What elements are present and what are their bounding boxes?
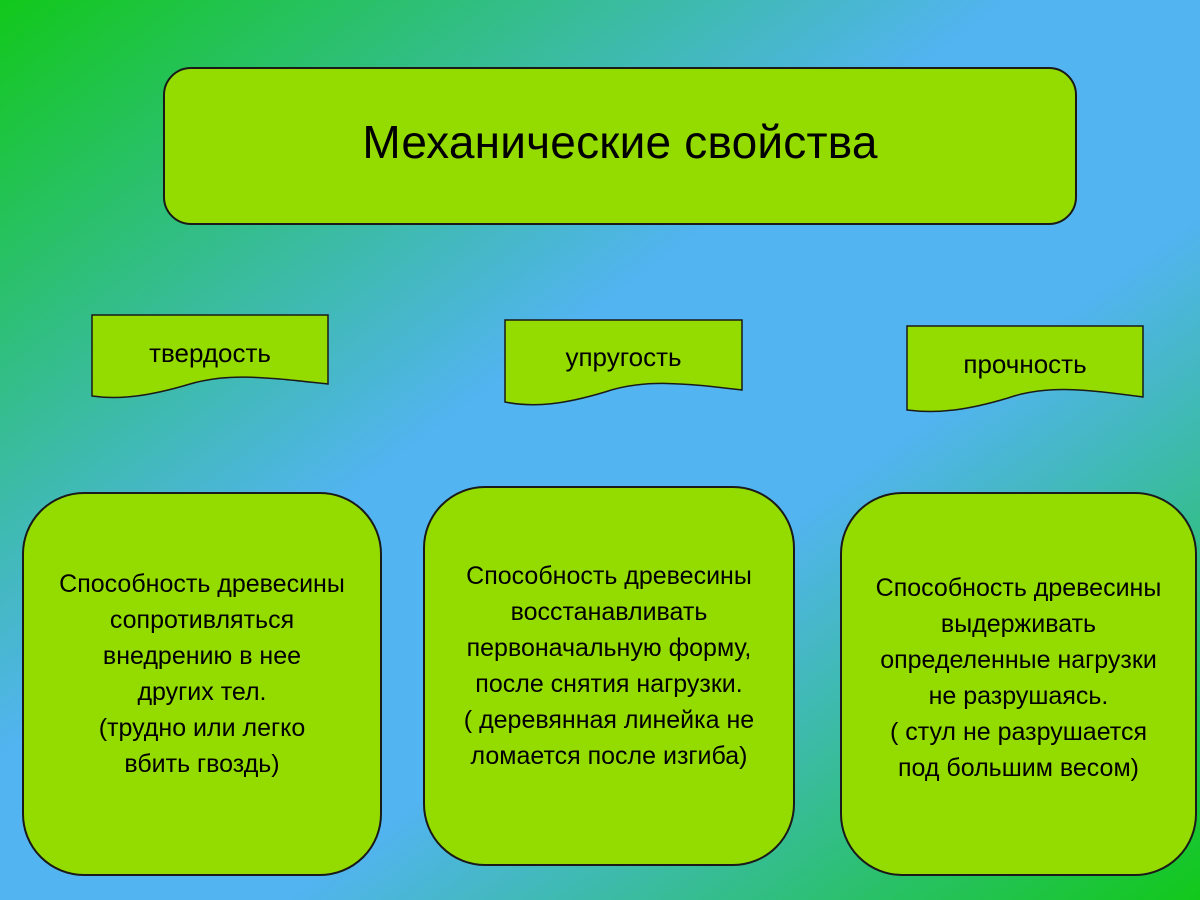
description-hardness: Способность древесины сопротивляться внедрению в нее других тел. (трудно или легко вбить гвоздь) <box>59 570 345 778</box>
label-hardness: твердость <box>149 338 271 368</box>
description-box-elasticity <box>423 486 795 866</box>
label-elasticity: упругость <box>565 342 682 372</box>
description-box-hardness <box>22 492 382 876</box>
description-strength: Способность древесины выдерживать определенные нагрузки не разрушаясь. ( стул не разрушается под большим весом) <box>875 574 1162 782</box>
description-box-strength <box>840 492 1197 876</box>
description-elasticity: Способность древесины восстанавливать первоначальную форму, после снятия нагрузки. ( деревянная линейка не ломается после изгиба) <box>463 562 755 770</box>
diagram-title: Механические свойства <box>362 116 878 168</box>
label-strength: прочность <box>963 349 1087 379</box>
